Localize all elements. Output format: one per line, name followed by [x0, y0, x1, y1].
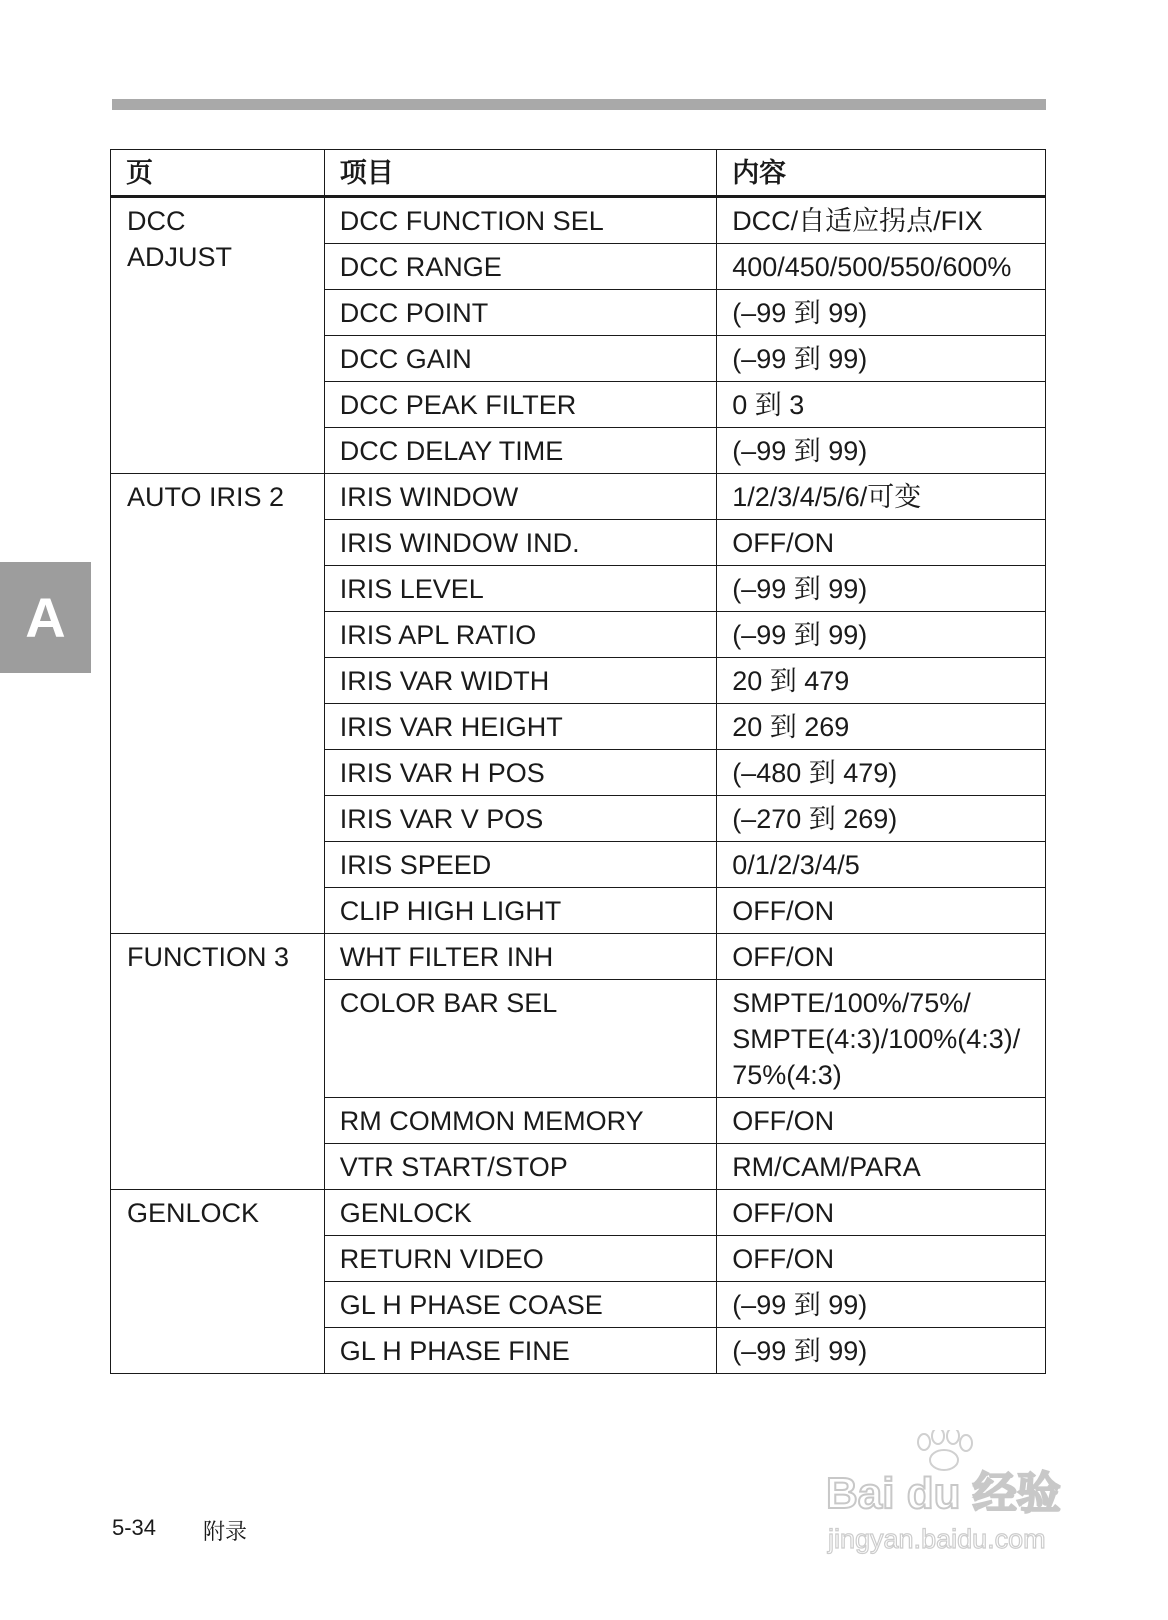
item-cell: DCC RANGE [324, 244, 716, 290]
paw-toe [932, 1430, 944, 1444]
content-cell: (–99 到 99) [717, 1282, 1046, 1328]
content-cell: 20 到 269 [717, 704, 1046, 750]
content-cell: 0/1/2/3/4/5 [717, 842, 1046, 888]
footer-section-label: 附录 [203, 1519, 248, 1544]
content-cell: (–99 到 99) [717, 612, 1046, 658]
paw-toe [947, 1430, 959, 1444]
content-cell: RM/CAM/PARA [717, 1144, 1046, 1190]
content-cell: (–99 到 99) [717, 428, 1046, 474]
item-cell: IRIS VAR V POS [324, 796, 716, 842]
item-cell: IRIS VAR WIDTH [324, 658, 716, 704]
item-cell: WHT FILTER INH [324, 934, 716, 980]
baidu-watermark [826, 1430, 1088, 1560]
top-rule [112, 99, 1046, 110]
section-tab: A [0, 562, 91, 673]
table-row [111, 934, 1046, 980]
content-cell: 400/450/500/550/600% [717, 244, 1046, 290]
header-page: 页 [111, 150, 325, 197]
header-item: 项目 [324, 150, 716, 197]
content-cell: 0 到 3 [717, 382, 1046, 428]
item-cell: DCC GAIN [324, 336, 716, 382]
content-cell: (–99 到 99) [717, 290, 1046, 336]
item-cell: CLIP HIGH LIGHT [324, 888, 716, 934]
page-cell: DCC ADJUST [111, 197, 325, 474]
watermark-brand: Bai du 经验 [826, 1469, 1061, 1518]
content-cell: OFF/ON [717, 934, 1046, 980]
item-cell: COLOR BAR SEL [324, 980, 716, 1098]
content-cell: OFF/ON [717, 888, 1046, 934]
item-cell: RETURN VIDEO [324, 1236, 716, 1282]
page-cell: FUNCTION 3 [111, 934, 325, 1190]
content-cell: OFF/ON [717, 1098, 1046, 1144]
item-cell: DCC FUNCTION SEL [324, 197, 716, 244]
item-cell: IRIS WINDOW [324, 474, 716, 520]
page-cell: AUTO IRIS 2 [111, 474, 325, 934]
header-content: 内容 [717, 150, 1046, 197]
paw-toe [918, 1434, 930, 1450]
item-cell: GENLOCK [324, 1190, 716, 1236]
content-cell: (–480 到 479) [717, 750, 1046, 796]
footer-page-number: 5-34 [112, 1515, 157, 1540]
content-cell: (–270 到 269) [717, 796, 1046, 842]
item-cell: IRIS VAR H POS [324, 750, 716, 796]
paw-pad [930, 1450, 958, 1470]
content-cell: (–99 到 99) [717, 336, 1046, 382]
content-cell: OFF/ON [717, 1190, 1046, 1236]
item-cell: IRIS LEVEL [324, 566, 716, 612]
item-cell: GL H PHASE FINE [324, 1328, 716, 1374]
content-cell: 20 到 479 [717, 658, 1046, 704]
item-cell: IRIS APL RATIO [324, 612, 716, 658]
item-cell: IRIS VAR HEIGHT [324, 704, 716, 750]
item-cell: DCC DELAY TIME [324, 428, 716, 474]
page-cell: GENLOCK [111, 1190, 325, 1374]
content-cell: OFF/ON [717, 1236, 1046, 1282]
content-cell: (–99 到 99) [717, 1328, 1046, 1374]
content-cell: 1/2/3/4/5/6/可变 [717, 474, 1046, 520]
item-cell: DCC POINT [324, 290, 716, 336]
table-row [111, 474, 1046, 520]
paw-toe [960, 1435, 972, 1451]
table-body [111, 197, 1046, 1374]
content-cell: SMPTE/100%/75%/ SMPTE(4:3)/100%(4:3)/ 75%(4:3) [717, 980, 1046, 1098]
table-row [111, 1190, 1046, 1236]
watermark-url: jingyan.baidu.com [828, 1524, 1046, 1554]
table-row [111, 197, 1046, 244]
table-header-row [111, 150, 1046, 197]
item-cell: IRIS SPEED [324, 842, 716, 888]
item-cell: DCC PEAK FILTER [324, 382, 716, 428]
settings-table [110, 149, 1046, 1374]
item-cell: GL H PHASE COASE [324, 1282, 716, 1328]
content-cell: DCC/自适应拐点/FIX [717, 197, 1046, 244]
item-cell: RM COMMON MEMORY [324, 1098, 716, 1144]
content-cell: (–99 到 99) [717, 566, 1046, 612]
content-cell: OFF/ON [717, 520, 1046, 566]
item-cell: IRIS WINDOW IND. [324, 520, 716, 566]
item-cell: VTR START/STOP [324, 1144, 716, 1190]
